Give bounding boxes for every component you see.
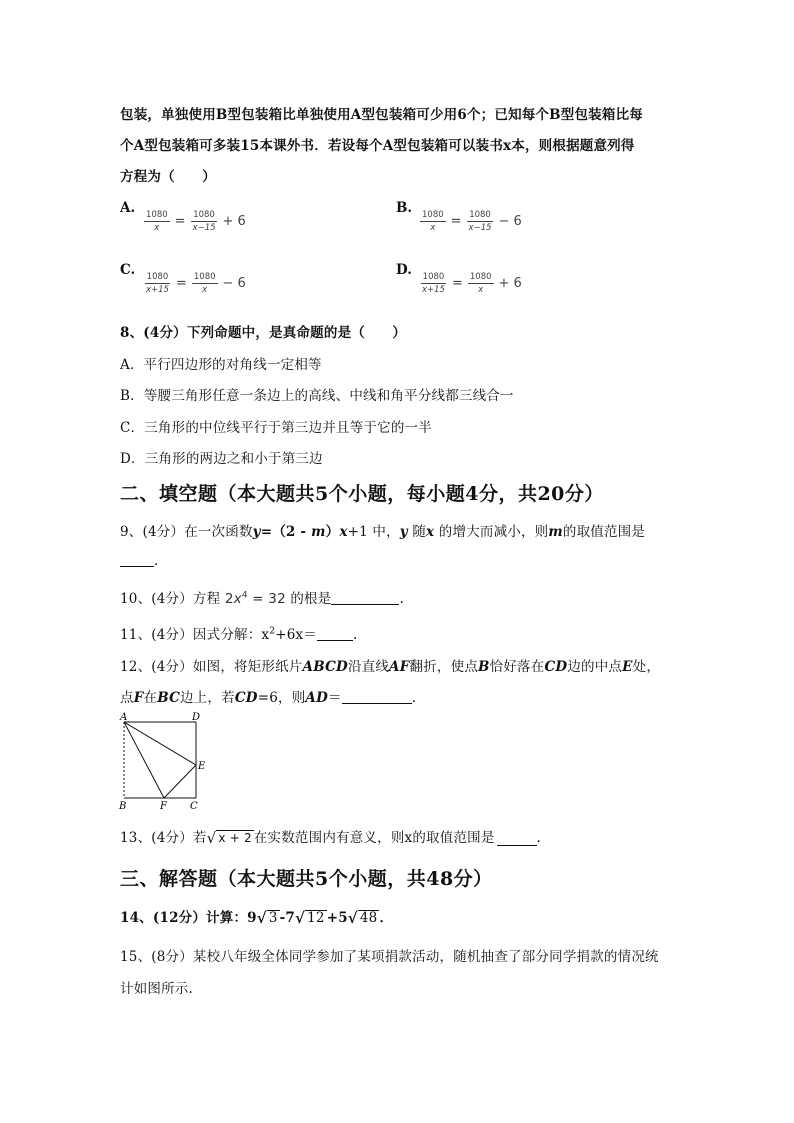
- q7-option-b[interactable]: [396, 200, 416, 216]
- option-label: B.: [396, 200, 413, 216]
- equals-sign: =: [175, 276, 187, 291]
- fraction-left: $\frac{1080}{x+15}$: [146, 272, 169, 295]
- q12-line1: 12、(4分）如图，将矩形纸片ABCD沿直线AF翻折，使点B恰好落在CD边的中点E处，: [120, 659, 661, 675]
- label-e: E: [198, 761, 206, 772]
- sqrt-12: √ 12: [295, 909, 325, 927]
- fraction-right: $\frac{1080}{x-15}$: [192, 210, 216, 233]
- q9-line: 9、(4分）在一次函数y=（2 - m）x+1 中，y 随x 的增大而减小，则m的取值范围是: [120, 524, 646, 540]
- label-c: C: [190, 801, 198, 812]
- q8-option-c[interactable]: C．三角形的中位线平行于第三边并且等于它的一半: [120, 420, 432, 436]
- q7-option-c-equation: [142, 272, 249, 295]
- constant-term: − 6: [498, 214, 522, 229]
- q10-blank[interactable]: [331, 590, 399, 605]
- q7-line1: 包装，单独使用B型包装箱比单独使用A型包装箱可少用6个；已知每个B型包装箱比每: [120, 107, 643, 123]
- q7-option-c[interactable]: [120, 262, 139, 278]
- q15-line2: 计如图所示.: [120, 981, 193, 997]
- q12-blank[interactable]: [342, 689, 412, 704]
- q9-blank[interactable]: [120, 552, 154, 567]
- fraction-left: $\frac{1080}{x}$: [422, 210, 444, 233]
- q10-line: 10、(4分）方程 $2x^4 = 32$ 的根是 .: [120, 590, 404, 607]
- q11-blank[interactable]: [317, 626, 353, 641]
- equals-sign: =: [450, 214, 462, 229]
- section-3-title: 三、解答题（本大题共5个小题，共48分）: [120, 868, 493, 890]
- fraction-right: $\frac{1080}{x}$: [193, 272, 216, 295]
- q7-option-a-equation: [142, 210, 249, 233]
- q7-option-d-equation: [418, 272, 525, 295]
- q7-line2: 个A型包装箱可多装15本课外书．若设每个A型包装箱可以装书x本，则根据题意列得: [120, 138, 635, 154]
- sqrt-expression: √ x + 2: [206, 829, 252, 847]
- q7-option-a[interactable]: [120, 200, 139, 216]
- label-b: B: [119, 801, 127, 812]
- sqrt-48: √ 48: [347, 909, 378, 927]
- option-label: A.: [120, 200, 136, 216]
- fraction-right: $\frac{1080}{x}$: [469, 272, 492, 295]
- label-d: D: [192, 712, 201, 723]
- q10-equation: $2x^4 = 32$: [224, 590, 286, 607]
- section-2-title: 二、填空题（本大题共5个小题，每小题4分，共20分）: [120, 483, 604, 505]
- q8-option-d[interactable]: D．三角形的两边之和小于第三边: [120, 451, 323, 467]
- option-label: C.: [120, 262, 136, 278]
- fraction-left: $\frac{1080}{x}$: [146, 210, 168, 233]
- q8-stem: 8、(4分）下列命题中，是真命题的是（ ）: [120, 325, 407, 341]
- q7-option-b-equation: [418, 210, 525, 233]
- q12-line2: 点F在BC边上，若CD=6，则AD＝ .: [120, 690, 417, 706]
- q11-line: 11、(4分）因式分解：$x^2+6x=$ .: [120, 626, 358, 643]
- q14-line: 14、(12分）计算： 9 √ 3 -7 √ 12 +5 √ 48 ．: [120, 909, 394, 927]
- q7-line3: 方程为（ ）: [120, 169, 216, 185]
- equals-sign: =: [451, 276, 463, 291]
- label-f: F: [160, 801, 167, 812]
- constant-term: + 6: [498, 276, 522, 291]
- q13-line: 13、(4分）若 √ x + 2 在实数范围内有意义，则x的取值范围是 .: [120, 829, 542, 847]
- fraction-left: $\frac{1080}{x+15}$: [422, 272, 445, 295]
- q15-line1: 15、(8分）某校八年级全体同学参加了某项捐款活动，随机抽查了部分同学捐款的情况统: [120, 949, 659, 965]
- label-a: A: [120, 712, 128, 723]
- q13-blank[interactable]: [497, 831, 537, 846]
- q9-answer[interactable]: .: [120, 552, 159, 569]
- q7-option-d[interactable]: [396, 262, 416, 278]
- q8-option-b[interactable]: B．等腰三角形任意一条边上的高线、中线和角平分线都三线合一: [120, 388, 514, 404]
- q8-option-a[interactable]: A．平行四边形的对角线一定相等: [120, 357, 322, 373]
- constant-term: + 6: [222, 214, 246, 229]
- option-label: D.: [396, 262, 412, 278]
- sqrt-3: √ 3: [256, 909, 278, 927]
- equals-sign: =: [174, 214, 186, 229]
- q12-figure: [114, 710, 214, 812]
- segment-ef: [164, 765, 196, 798]
- constant-term: − 6: [222, 276, 246, 291]
- fraction-right: $\frac{1080}{x-15}$: [468, 210, 492, 233]
